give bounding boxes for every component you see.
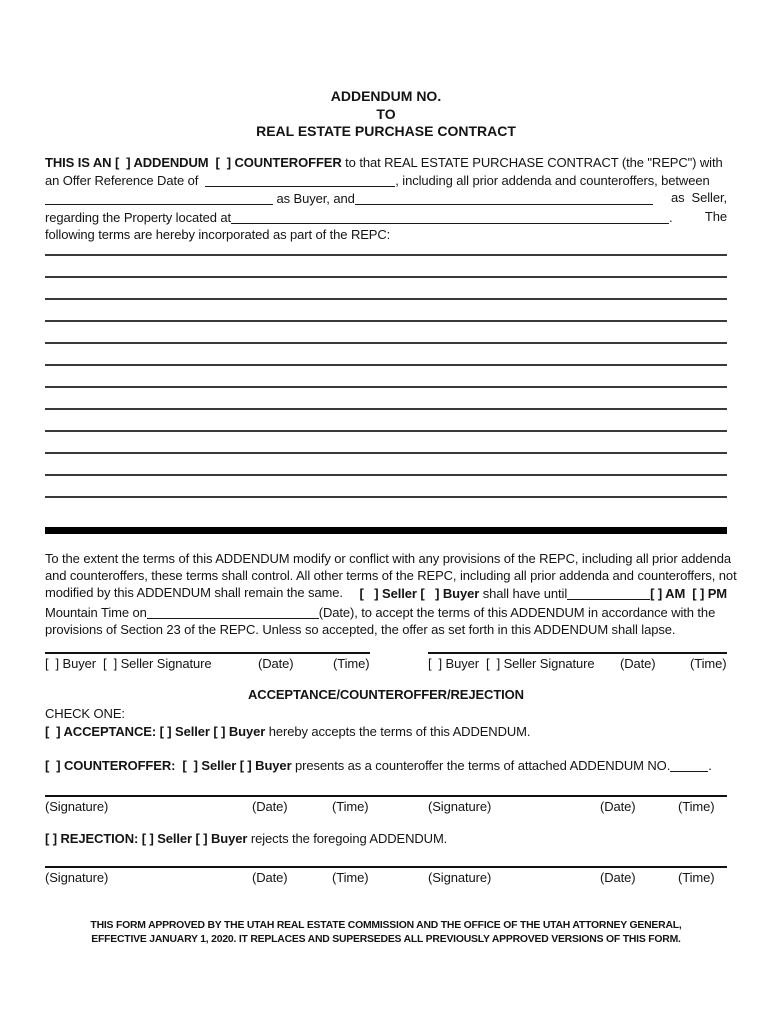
check-one-label: CHECK ONE: xyxy=(45,705,125,721)
intro-text-2: , including all prior addenda and counteroffers, between xyxy=(395,172,710,188)
intro-line-4 xyxy=(45,208,727,226)
intro-line-2 xyxy=(45,171,727,189)
time-label: (Time) xyxy=(678,798,715,814)
deadline-line-1 xyxy=(45,550,731,567)
seller-deadline-checkbox[interactable]: [ ] xyxy=(359,586,379,602)
terms-writing-line[interactable] xyxy=(45,322,727,344)
terms-writing-line[interactable] xyxy=(45,344,727,366)
intro-line-1 xyxy=(45,154,727,171)
intro-paragraph xyxy=(45,154,727,244)
deadline-paragraph xyxy=(45,550,737,639)
terms-writing-line[interactable] xyxy=(45,410,727,432)
date-label: (Date) xyxy=(258,655,294,671)
form-title-line3: REAL ESTATE PURCHASE CONTRACT xyxy=(256,123,516,139)
deadline-text-1: To the extent the terms of this ADDENDUM modify or conflict with any provisions of the REPC, including all prior addenda xyxy=(45,550,731,566)
form-title xyxy=(45,88,727,141)
signature-label: (Signature) xyxy=(428,798,492,814)
offer-signature-row xyxy=(45,652,727,672)
counteroffer-label: COUNTEROFFER xyxy=(231,154,342,170)
deadline-text-2: and counteroffers, these terms shall control. All other terms of the REPC, including all prior addenda and counteroffers, not xyxy=(45,567,737,583)
rejection-signature-line[interactable] xyxy=(45,866,727,886)
shall-have-until-label: shall have until xyxy=(479,586,568,602)
date-label: (Date) xyxy=(252,869,288,885)
date-label: (Date) xyxy=(600,869,636,885)
addendum-checkbox[interactable]: [ ] xyxy=(114,154,131,170)
rejection-checkbox-group[interactable]: [ ] REJECTION: [ ] Seller [ ] Buyer xyxy=(45,830,248,846)
date-label: (Date) xyxy=(252,798,288,814)
footer-line-1: THIS FORM APPROVED BY THE UTAH REAL ESTATE COMMISSION AND THE OFFICE OF THE UTAH ATTORNEY GENERAL, xyxy=(90,919,682,931)
acceptance-counteroffer-rejection-heading: ACCEPTANCE/COUNTEROFFER/REJECTION xyxy=(248,686,524,702)
terms-writing-line[interactable] xyxy=(45,278,727,300)
addendum-label: ADDENDUM xyxy=(130,154,216,170)
offer-signature-block-right xyxy=(428,652,727,672)
date-label: (Date) xyxy=(620,655,656,671)
form-title-line1: ADDENDUM NO. xyxy=(330,88,442,104)
as-seller-label: as Seller, xyxy=(671,190,727,206)
this-is-an-label: THIS IS AN xyxy=(45,154,115,170)
terms-writing-line[interactable] xyxy=(45,388,727,410)
intro-line-3 xyxy=(45,189,727,207)
date-label: (Date) xyxy=(600,798,636,814)
counteroffer-signature-line[interactable] xyxy=(45,795,727,815)
time-label: (Time) xyxy=(690,655,727,671)
offer-reference-date-label: an Offer Reference Date of xyxy=(45,172,206,188)
terms-writing-line[interactable] xyxy=(45,256,727,278)
counteroffer-text: presents as a counteroffer the terms of attached ADDENDUM NO. xyxy=(291,757,671,773)
signature-label: (Signature) xyxy=(45,798,109,814)
terms-writing-line[interactable] xyxy=(45,454,727,476)
form-approval-footer xyxy=(45,919,727,947)
buyer-deadline-label: Buyer xyxy=(439,586,480,602)
rejection-text: rejects the foregoing ADDENDUM. xyxy=(247,830,448,846)
buyer-seller-signature-checkbox-label[interactable]: [ ] Buyer [ ] Seller Signature xyxy=(428,655,595,671)
terms-writing-line[interactable] xyxy=(45,244,727,256)
the-label: The xyxy=(704,208,727,224)
intro-text-5: following terms are hereby incorporated as part of the REPC: xyxy=(45,227,391,243)
form-title-line2: TO xyxy=(376,105,396,122)
counteroffer-checkbox-group[interactable]: [ ] COUNTEROFFER: [ ] Seller [ ] Buyer xyxy=(45,757,292,773)
terms-writing-line[interactable] xyxy=(45,476,727,498)
terms-writing-line[interactable] xyxy=(45,300,727,322)
terms-writing-line[interactable] xyxy=(45,366,727,388)
time-label: (Time) xyxy=(678,869,715,885)
mountain-time-on-label: Mountain Time on xyxy=(45,604,147,620)
am-label: AM xyxy=(662,586,693,602)
counteroffer-checkbox[interactable]: [ ] xyxy=(215,154,231,170)
buyer-deadline-checkbox[interactable]: [ ] xyxy=(420,586,440,602)
intro-text-1: to that REAL ESTATE PURCHASE CONTRACT (the "REPC") with xyxy=(341,154,723,170)
pm-label: PM xyxy=(704,586,727,602)
acceptance-option-line xyxy=(45,724,727,740)
deadline-text-5: provisions of Section 23 of the REPC. Unless so accepted, the offer as set forth in this ADDENDUM shall lapse. xyxy=(45,622,676,638)
am-checkbox[interactable]: [ ] xyxy=(650,586,663,602)
deadline-time-field[interactable] xyxy=(567,586,650,600)
time-label: (Time) xyxy=(332,798,369,814)
seller-name-field[interactable] xyxy=(355,191,653,205)
property-address-field[interactable] xyxy=(231,210,669,224)
as-buyer-and-label: as Buyer, and xyxy=(273,191,355,207)
seller-deadline-label: Seller xyxy=(378,586,421,602)
buyer-name-field[interactable] xyxy=(45,191,273,205)
counteroffer-period: . xyxy=(708,757,712,773)
deadline-line-2 xyxy=(45,567,737,584)
footer-line-2: EFFECTIVE JANUARY 1, 2020. IT REPLACES AND SUPERSEDES ALL PREVIOUSLY APPROVED VERSIONS OF THIS FORM. xyxy=(91,933,681,945)
counteroffer-addendum-number-field[interactable] xyxy=(670,758,708,772)
intro-line-5 xyxy=(45,226,727,243)
deadline-text-3: modified by this ADDENDUM shall remain the same. xyxy=(45,585,347,601)
period-label: . xyxy=(669,209,673,225)
terms-writing-line[interactable] xyxy=(45,432,727,454)
terms-writing-area xyxy=(45,244,727,498)
signature-label: (Signature) xyxy=(428,869,492,885)
time-label: (Time) xyxy=(333,655,370,671)
rejection-option-line xyxy=(45,831,727,847)
deadline-line-4 xyxy=(45,603,727,621)
deadline-text-4: (Date), to accept the terms of this ADDENDUM in accordance with the xyxy=(318,604,716,620)
pm-checkbox[interactable]: [ ] xyxy=(692,586,705,602)
deadline-line-3 xyxy=(45,584,727,602)
signature-label: (Signature) xyxy=(45,869,109,885)
section-divider-bar xyxy=(45,527,727,534)
acceptance-text: hereby accepts the terms of this ADDENDUM. xyxy=(265,723,531,739)
deadline-line-5 xyxy=(45,621,727,638)
offer-signature-block-left xyxy=(45,652,370,672)
deadline-date-field[interactable] xyxy=(147,605,319,619)
offer-reference-date-field[interactable] xyxy=(205,173,395,187)
buyer-seller-signature-checkbox-label[interactable]: [ ] Buyer [ ] Seller Signature xyxy=(45,655,212,671)
acceptance-checkbox-group[interactable]: [ ] ACCEPTANCE: [ ] Seller [ ] Buyer xyxy=(45,723,266,739)
time-label: (Time) xyxy=(332,869,369,885)
counteroffer-option-line xyxy=(45,756,727,774)
property-located-at-label: regarding the Property located at xyxy=(45,209,232,225)
